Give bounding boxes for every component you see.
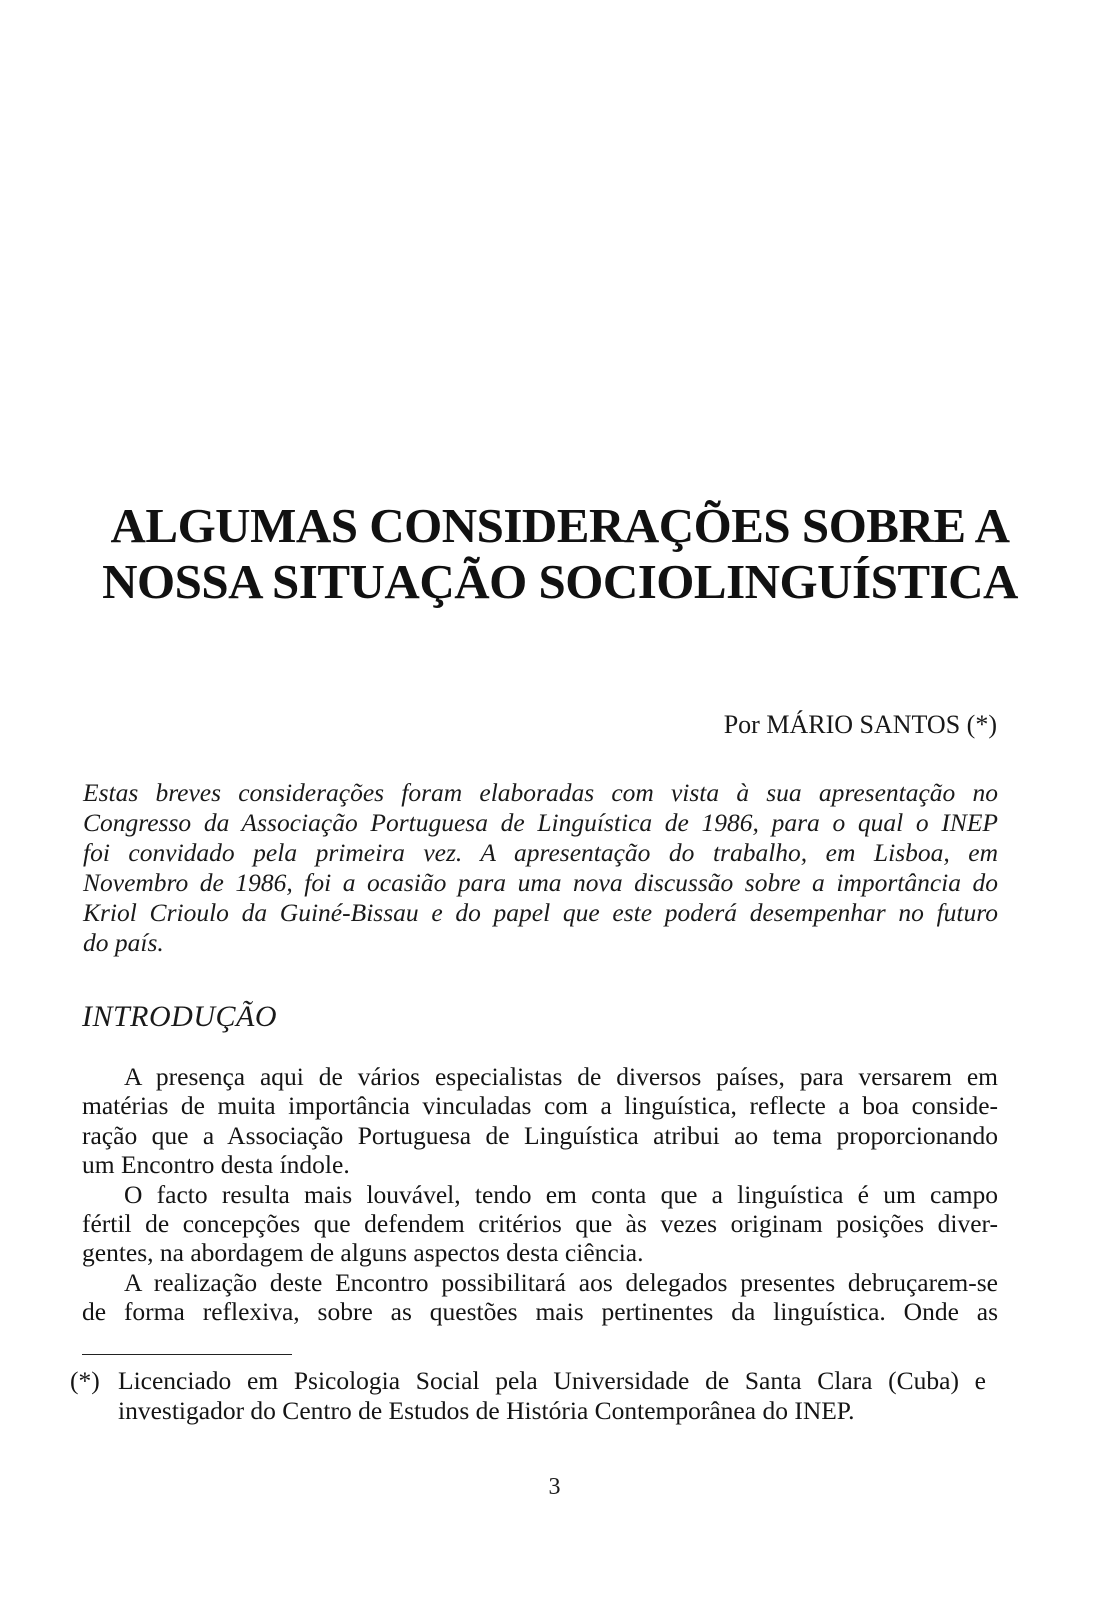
body-line: gentes, na abordagem de alguns aspectos desta ciência.	[82, 1238, 644, 1268]
body-text	[82, 1062, 998, 1327]
body-line: um Encontro desta índole.	[82, 1150, 350, 1180]
footnote-divider	[82, 1354, 292, 1355]
abstract-line: Kriol Crioulo da Guiné-Bissau e do papel que este poderá desempenhar no futuro	[83, 898, 998, 927]
abstract-line: foi convidado pela primeira vez. A apresentação do trabalho, em Lisboa, em	[83, 838, 998, 867]
body-line: A presença aqui de vários especialistas de diversos países, para versarem em	[124, 1062, 998, 1091]
abstract-line: Novembro de 1986, foi a ocasião para uma nova discussão sobre a importância do	[83, 868, 998, 897]
footnote-row	[70, 1396, 986, 1426]
body-line: A realização deste Encontro possibilitará aos delegados presentes debruçarem-se	[124, 1267, 998, 1297]
abstract-line: Estas breves considerações foram elaboradas com vista à sua apresentação no	[83, 778, 998, 807]
article-title	[80, 498, 1040, 610]
abstract-line: do país.	[83, 928, 164, 957]
body-line: ração que a Associação Portuguesa de Linguística atribui ao tema proporcionando	[82, 1120, 998, 1150]
section-heading: INTRODUÇÃO	[82, 1000, 278, 1033]
page-number: 3	[548, 1474, 561, 1500]
body-line: O facto resulta mais louvável, tendo em conta que a linguística é um campo	[124, 1179, 998, 1209]
footnote	[70, 1366, 986, 1426]
abstract	[83, 778, 998, 958]
author-byline: Por MÁRIO SANTOS (*)	[723, 710, 997, 739]
body-line: de forma reflexiva, sobre as questões mais pertinentes da linguística. Onde as	[82, 1297, 998, 1327]
footnote-marker: (*)	[70, 1366, 100, 1395]
abstract-line: Congresso da Associação Portuguesa de Linguística de 1986, para o qual o INEP	[83, 808, 998, 837]
footnote-line: investigador do Centro de Estudos de História Contemporânea do INEP.	[118, 1396, 855, 1425]
title-line-2: NOSSA SITUAÇÃO SOCIOLINGUÍSTICA	[102, 554, 1018, 609]
title-line-1: ALGUMAS CONSIDERAÇÕES SOBRE A	[110, 498, 1010, 553]
footnote-line: Licenciado em Psicologia Social pela Universidade de Santa Clara (Cuba) e	[118, 1366, 986, 1395]
body-line: matérias de muita importância vinculadas com a linguística, reflecte a boa conside-	[82, 1091, 998, 1121]
body-line: fértil de concepções que defendem critérios que às vezes originam posições diver-	[82, 1209, 998, 1239]
footnote-row	[70, 1366, 986, 1396]
